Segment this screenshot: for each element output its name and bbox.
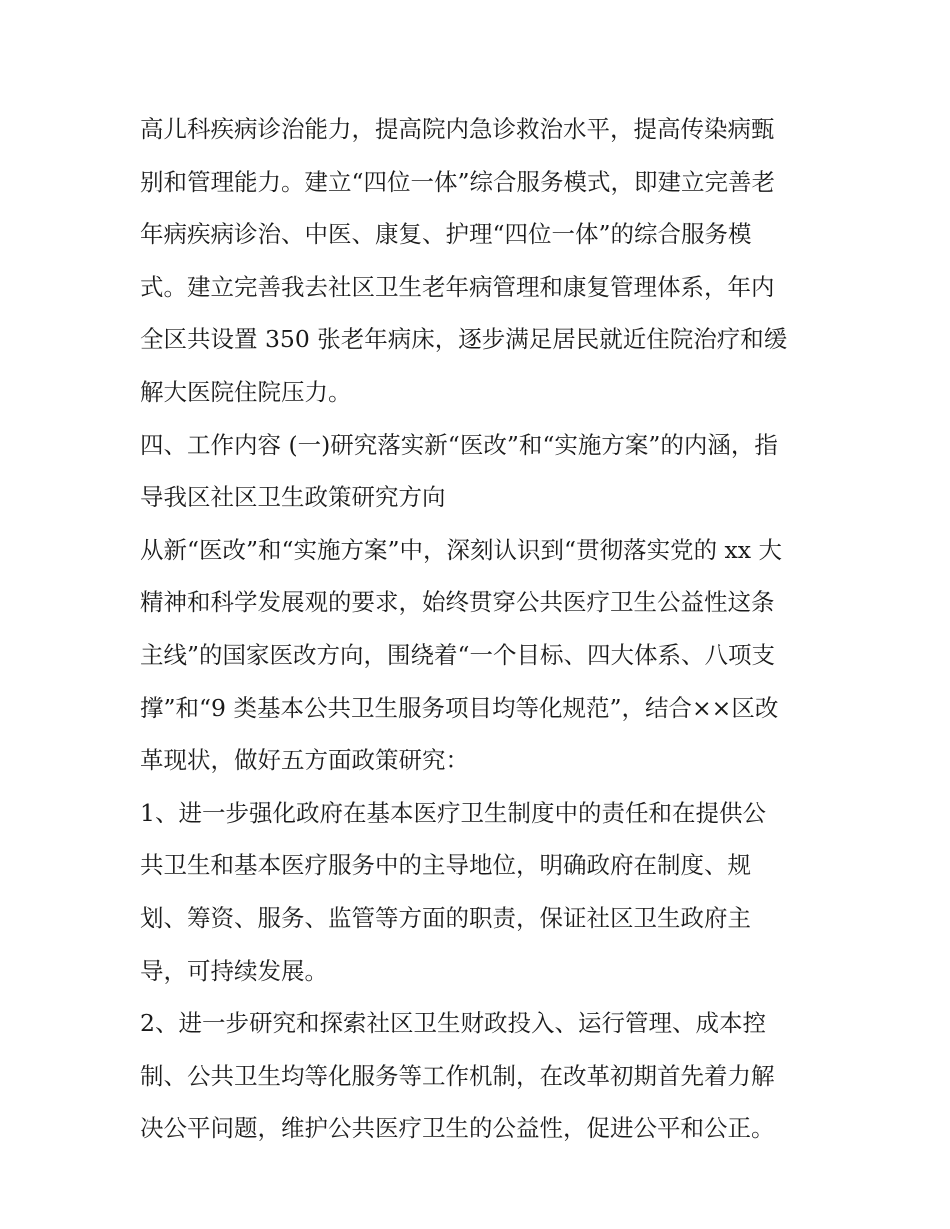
list-item-line: 划、筹资、服务、监管等方面的职责，保证社区卫生政府主 (140, 903, 751, 932)
section-heading-line: 导我区社区卫生政策研究方向 (140, 483, 446, 512)
text-line: 式。建立完善我去社区卫生老年病管理和康复管理体系，年内 (140, 272, 775, 301)
text-line: 撑”和“9 类基本公共卫生服务项目均等化规范”，结合××区改 (140, 693, 779, 722)
text-line: 精神和科学发展观的要求，始终贯穿公共医疗卫生公益性这条 (140, 588, 775, 617)
list-item-line: 制、公共卫生均等化服务等工作机制，在改革初期首先着力解 (140, 1061, 775, 1090)
list-item-line: 2、进一步研究和探索社区卫生财政投入、运行管理、成本控 (140, 1009, 766, 1038)
text-line: 年病疾病诊治、中医、康复、护理“四位一体”的综合服务模 (140, 220, 752, 249)
text-line: 高儿科疾病诊治能力，提高院内急诊救治水平，提高传染病甄 (140, 115, 775, 143)
list-item-line: 决公平问题，维护公共医疗卫生的公益性，促进公平和公正。 (140, 1114, 775, 1143)
list-item-line: 共卫生和基本医疗服务中的主导地位，明确政府在制度、规 (140, 851, 751, 880)
list-item-line: 1、进一步强化政府在基本医疗卫生制度中的责任和在提供公 (140, 798, 766, 827)
text-line: 解大医院住院压力。 (140, 377, 352, 406)
section-heading-line: 四、工作内容 (一)研究落实新“医改”和“实施方案”的内涵，指 (140, 430, 778, 459)
list-item-line: 导，可持续发展。 (140, 956, 328, 985)
text-line: 全区共设置 350 张老年病床，逐步满足居民就近住院治疗和缓 (140, 325, 788, 354)
document-body (140, 103, 812, 1155)
text-line: 革现状，做好五方面政策研究： (140, 746, 469, 775)
text-line: 主线”的国家医改方向，围绕着“一个目标、四大体系、八项支 (140, 640, 776, 669)
text-line: 别和管理能力。建立“四位一体”综合服务模式，即建立完善老 (140, 167, 776, 196)
text-line: 从新“医改”和“实施方案”中，深刻认识到“贯彻落实党的 xx 大 (140, 535, 783, 564)
